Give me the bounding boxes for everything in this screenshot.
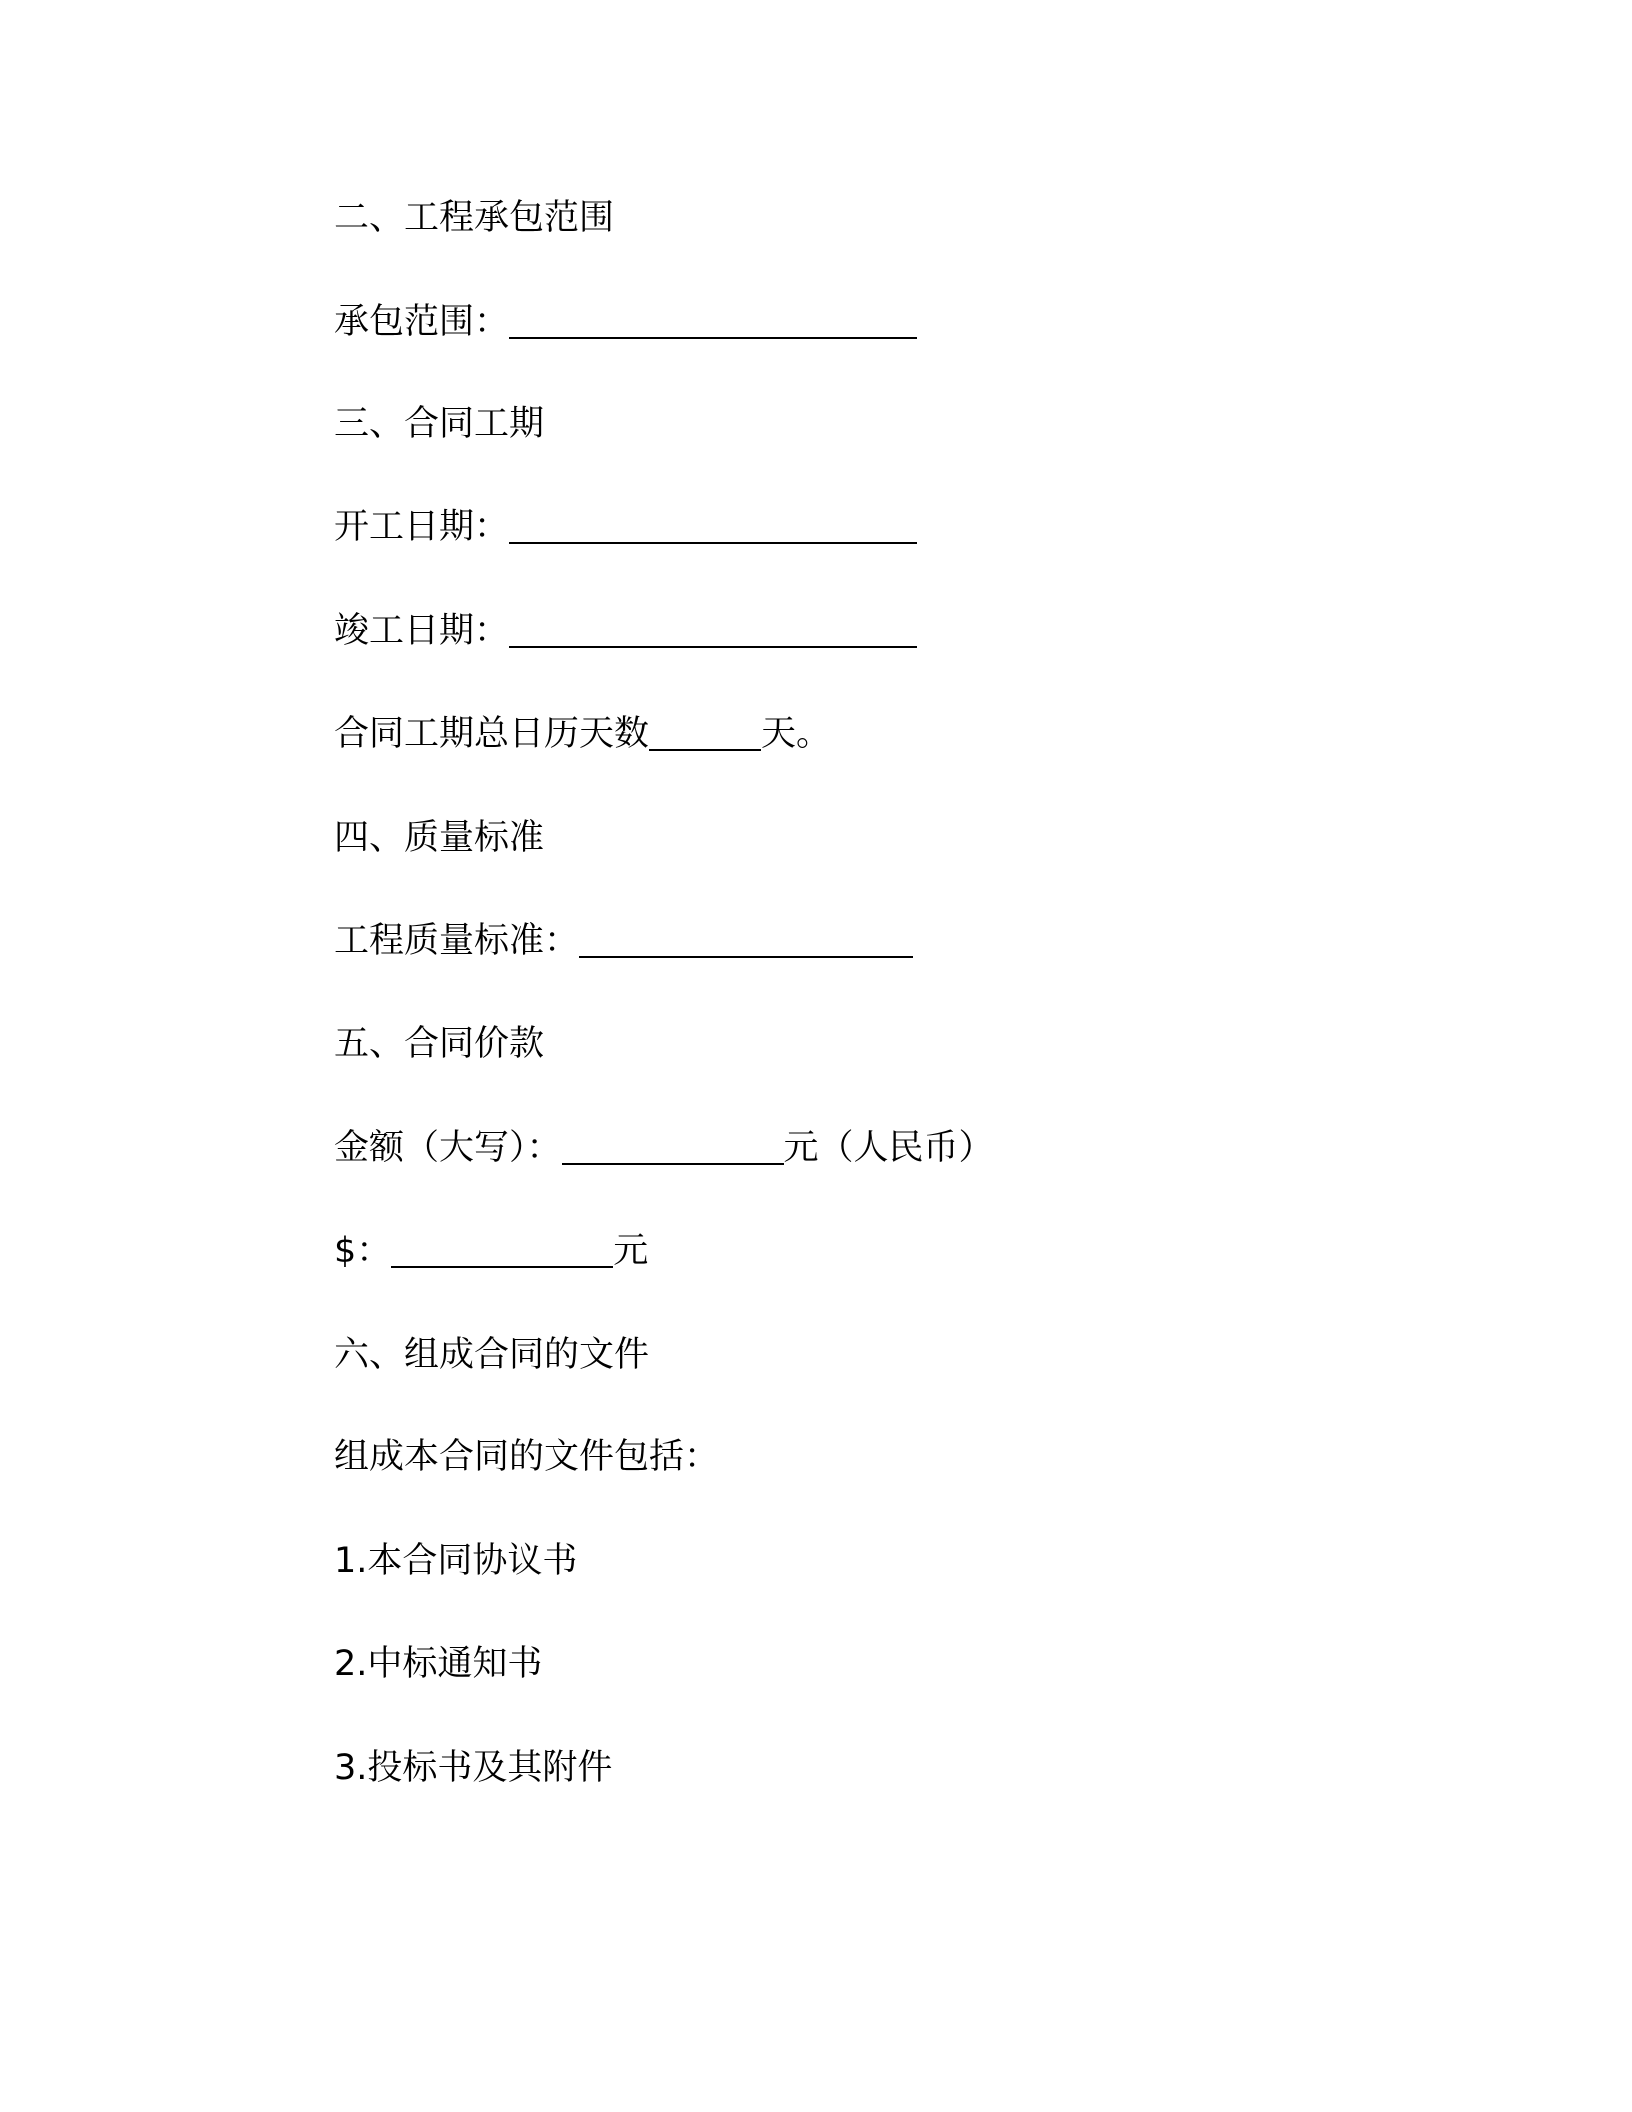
- section-2-heading-text: 二、工程承包范围: [334, 198, 615, 238]
- end-date-row: [334, 607, 917, 655]
- section-6-heading-text: 六、组成合同的文件: [334, 1335, 650, 1375]
- documents-intro: [334, 1433, 719, 1481]
- total-days-suffix: 天。: [761, 714, 832, 754]
- currency-suffix: 元: [613, 1231, 649, 1271]
- total-days-blank[interactable]: [649, 749, 761, 751]
- section-3-heading: [334, 400, 544, 448]
- quality-row: [334, 917, 913, 965]
- amount-suffix: 元（人民币）: [783, 1128, 994, 1168]
- list-item-1: 1.本合同协议书: [334, 1541, 578, 1581]
- list-item-3: 3.投标书及其附件: [334, 1748, 613, 1788]
- total-days-prefix: 合同工期总日历天数: [334, 714, 650, 754]
- quality-label: 工程质量标准：: [334, 921, 580, 961]
- section-5-heading: [334, 1020, 544, 1068]
- section-4-heading: [334, 814, 544, 862]
- quality-blank[interactable]: [579, 956, 913, 958]
- documents-intro-text: 组成本合同的文件包括：: [334, 1437, 720, 1477]
- list-item: [334, 1640, 542, 1688]
- start-date-label: 开工日期：: [334, 507, 510, 547]
- list-item-2: 2.中标通知书: [334, 1644, 543, 1684]
- amount-label: 金额（大写）：: [334, 1128, 562, 1168]
- scope-row: [334, 298, 917, 346]
- section-5-heading-text: 五、合同价款: [334, 1024, 545, 1064]
- currency-row: [334, 1227, 648, 1275]
- list-item: [334, 1744, 612, 1792]
- scope-label: 承包范围：: [334, 302, 510, 342]
- start-date-blank[interactable]: [509, 542, 917, 544]
- total-days-row: [334, 710, 831, 758]
- section-2-heading: [334, 194, 614, 242]
- amount-row: [334, 1124, 994, 1172]
- section-4-heading-text: 四、质量标准: [334, 818, 545, 858]
- start-date-row: [334, 503, 917, 551]
- list-item: [334, 1537, 577, 1585]
- section-3-heading-text: 三、合同工期: [334, 404, 545, 444]
- currency-blank[interactable]: [391, 1266, 613, 1268]
- end-date-label: 竣工日期：: [334, 611, 510, 651]
- amount-blank[interactable]: [562, 1163, 784, 1165]
- scope-blank[interactable]: [509, 337, 917, 339]
- currency-label: $：: [334, 1231, 392, 1271]
- end-date-blank[interactable]: [509, 646, 917, 648]
- section-6-heading: [334, 1331, 649, 1379]
